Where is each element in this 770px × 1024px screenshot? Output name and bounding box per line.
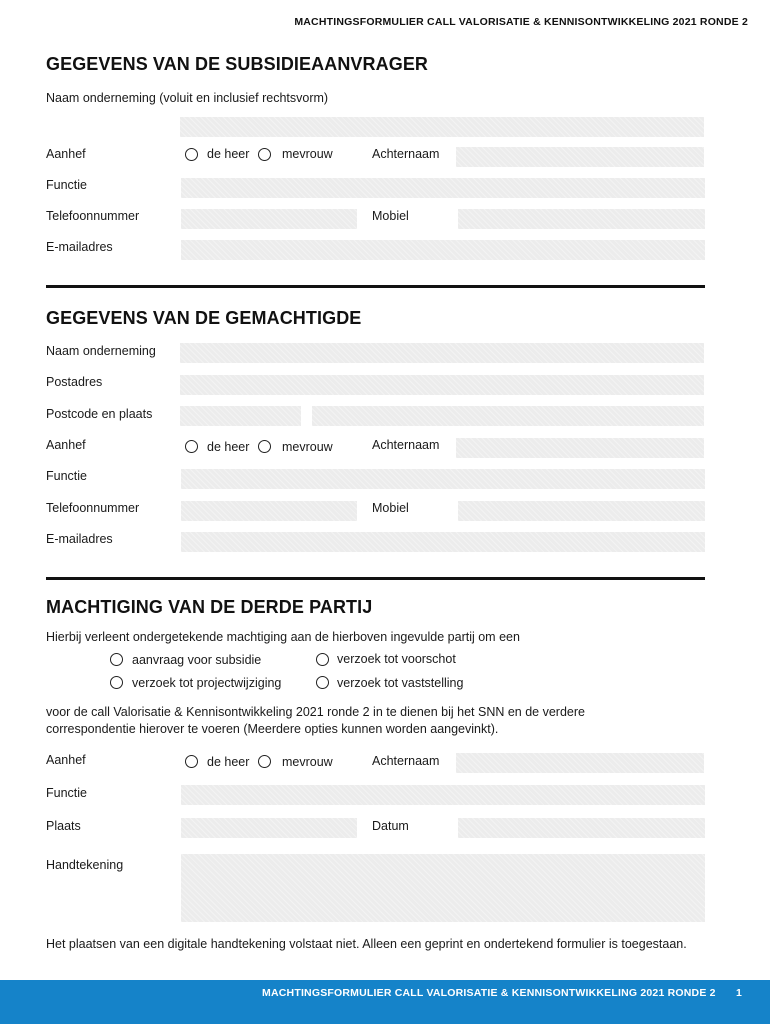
mandate-intro: Hierbij verleent ondergetekende machtiging aan de hierboven ingevulde partij om een [46, 630, 520, 644]
phone-field[interactable] [181, 209, 357, 229]
section-title-mandate: MACHTIGING VAN DE DERDE PARTIJ [46, 597, 373, 617]
authorized-sir-label: de heer [207, 440, 250, 454]
mandate-madam-radio[interactable] [258, 755, 271, 768]
option-subsidy-label: aanvraag voor subsidie [132, 653, 262, 667]
salutation-label: Aanhef [46, 147, 86, 161]
authorized-email-field[interactable] [181, 532, 705, 552]
authorized-function-field[interactable] [181, 469, 705, 489]
mandate-sir-label: de heer [207, 755, 250, 769]
phone-label: Telefoonnummer [46, 209, 140, 223]
page-number: 1 [735, 987, 742, 999]
salutation-sir-radio[interactable] [185, 148, 198, 161]
authorized-surname-label: Achternaam [372, 438, 440, 452]
postal-address-field[interactable] [180, 375, 704, 395]
option-project-change-radio[interactable] [110, 676, 123, 689]
section-title-applicant: GEGEVENS VAN DE SUBSIDIEAANVRAGER [46, 54, 429, 74]
mandate-body [46, 704, 686, 738]
authorized-function-label: Functie [46, 469, 87, 483]
option-settlement-radio[interactable] [316, 676, 329, 689]
option-subsidy-radio[interactable] [110, 653, 123, 666]
mandate-function-label: Functie [46, 786, 87, 800]
option-advance-label: verzoek tot voorschot [337, 652, 456, 666]
authorized-surname-field[interactable] [456, 438, 704, 458]
company-name-field[interactable] [180, 117, 704, 137]
authorized-mobile-label: Mobiel [372, 501, 409, 515]
authorized-company-label: Naam onderneming [46, 344, 156, 358]
authorized-madam-radio[interactable] [258, 440, 271, 453]
signature-notice: Het plaatsen van een digitale handtekening volstaat niet. Alleen een geprint en ondertekend formulier is toegestaan. [46, 937, 687, 951]
date-field[interactable] [458, 818, 705, 838]
surname-label: Achternaam [372, 147, 440, 161]
surname-field[interactable] [456, 147, 704, 167]
authorized-company-field[interactable] [180, 343, 704, 363]
signature-label: Handtekening [46, 858, 124, 872]
authorized-email-label: E-mailadres [46, 532, 113, 546]
place-field[interactable] [181, 818, 357, 838]
option-advance-radio[interactable] [316, 653, 329, 666]
zip-city-label: Postcode en plaats [46, 407, 153, 421]
footer-text [262, 987, 742, 999]
authorized-mobile-field[interactable] [458, 501, 705, 521]
mandate-madam-label: mevrouw [282, 755, 333, 769]
function-label: Functie [46, 178, 87, 192]
option-project-change-label: verzoek tot projectwijziging [132, 676, 282, 690]
mandate-sir-radio[interactable] [185, 755, 198, 768]
function-field[interactable] [181, 178, 705, 198]
option-settlement-label: verzoek tot vaststelling [337, 676, 464, 690]
section-divider [46, 577, 705, 580]
section-divider [46, 285, 705, 288]
postal-address-label: Postadres [46, 375, 103, 389]
authorized-sir-radio[interactable] [185, 440, 198, 453]
page-header: MACHTINGSFORMULIER CALL VALORISATIE & KENNISONTWIKKELING 2021 RONDE 2 [294, 16, 748, 28]
section-title-authorized: GEGEVENS VAN DE GEMACHTIGDE [46, 308, 362, 328]
date-label: Datum [372, 819, 409, 833]
salutation-sir-label: de heer [207, 147, 250, 161]
salutation-madam-radio[interactable] [258, 148, 271, 161]
city-field[interactable] [312, 406, 704, 426]
signature-field[interactable] [181, 854, 705, 922]
authorized-salutation-label: Aanhef [46, 438, 86, 452]
footer-title: MACHTINGSFORMULIER CALL VALORISATIE & KENNISONTWIKKELING 2021 RONDE 2 [262, 987, 716, 999]
authorized-madam-label: mevrouw [282, 440, 333, 454]
salutation-madam-label: mevrouw [282, 147, 333, 161]
authorized-phone-field[interactable] [181, 501, 357, 521]
mandate-surname-field[interactable] [456, 753, 704, 773]
mobile-field[interactable] [458, 209, 705, 229]
zip-code-field[interactable] [180, 406, 301, 426]
place-label: Plaats [46, 819, 81, 833]
mandate-function-field[interactable] [181, 785, 705, 805]
mandate-body-line: voor de call Valorisatie & Kennisontwikkeling 2021 ronde 2 in te dienen bij het SNN en de verdere [46, 705, 585, 719]
mandate-surname-label: Achternaam [372, 754, 440, 768]
company-name-label: Naam onderneming (voluit en inclusief rechtsvorm) [46, 91, 329, 105]
mandate-body-line: correspondentie hierover te voeren (Meerdere opties kunnen worden aangevinkt). [46, 722, 499, 736]
mandate-salutation-label: Aanhef [46, 753, 86, 767]
email-field[interactable] [181, 240, 705, 260]
email-label: E-mailadres [46, 240, 113, 254]
authorized-phone-label: Telefoonnummer [46, 501, 140, 515]
mobile-label: Mobiel [372, 209, 409, 223]
